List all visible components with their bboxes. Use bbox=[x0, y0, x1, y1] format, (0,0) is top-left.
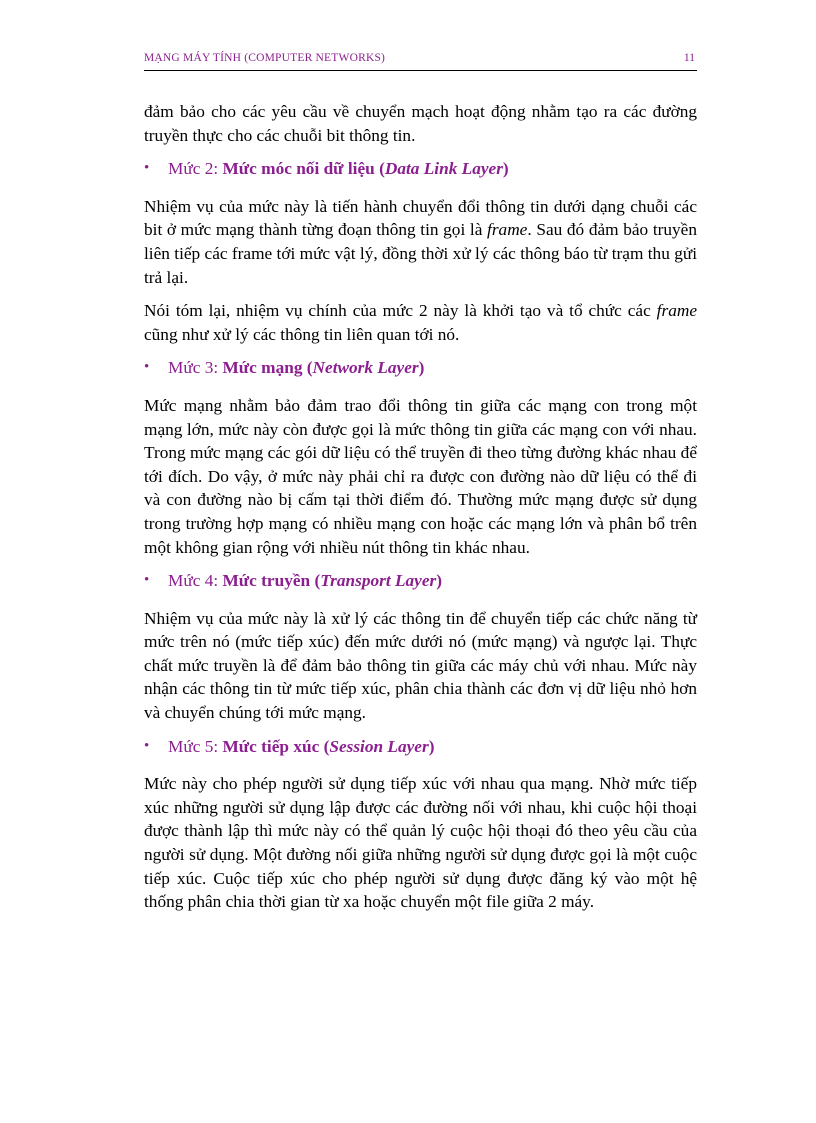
paragraph: Mức này cho phép người sử dụng tiếp xúc với nhau qua mạng. Nhờ mức tiếp xúc những người sử dụng lập được các đường nối với nhau, khi cuộc hội thoại được thành lập thì mức này có thể quản lý cuộc hội thoại đó theo yêu cầu của người sử dụng. Một đường nối giữa những người sử dụng được gọi là một cuộc tiếp xúc. Cuộc tiếp xúc cho phép người sử dụng được đăng ký vào một hệ thống phân chia thời gian từ xa hoặc chuyển một file giữa 2 máy. bbox=[144, 774, 697, 912]
page-header bbox=[144, 50, 697, 71]
heading-close: ) bbox=[428, 736, 435, 756]
text-run: cũng như xử lý các thông tin liên quan tới nó. bbox=[144, 324, 460, 344]
page-number: 11 bbox=[683, 52, 695, 64]
bullet-icon: • bbox=[144, 359, 150, 376]
italic-term: frame bbox=[487, 220, 528, 240]
paragraph bbox=[144, 299, 697, 346]
italic-term: frame bbox=[656, 301, 697, 321]
heading-lead: Mức 3: bbox=[168, 358, 223, 378]
text-run: . Sau đó đảm bảo truyền liên tiếp các frame tới mức vật lý, đồng thời xử lý các thông báo từ trạm thu gửi trả lại. bbox=[144, 220, 697, 287]
heading-lead: Mức 2: bbox=[168, 159, 223, 179]
paragraph: đảm bảo cho các yêu cầu về chuyển mạch hoạt động nhằm tạo ra các đường truyền thực cho các chuỗi bit thông tin. bbox=[144, 102, 697, 145]
heading-name: Mức truyền ( bbox=[222, 571, 321, 591]
heading-english: Session Layer bbox=[329, 736, 429, 756]
heading-english: Transport Layer bbox=[320, 571, 437, 591]
running-title: MẠNG MÁY TÍNH (COMPUTER NETWORKS) bbox=[144, 52, 386, 64]
heading-english: Network Layer bbox=[312, 358, 419, 378]
section-heading-level-4 bbox=[144, 569, 697, 593]
heading-english: Data Link Layer bbox=[384, 159, 503, 179]
document-body bbox=[144, 100, 697, 924]
paragraph: Nhiệm vụ của mức này là xử lý các thông tin để chuyển tiếp các chức năng từ mức trên nó (mức tiếp xúc) đến mức dưới nó (mức mạng) và ngược lại. Thực chất mức truyền là để đảm bảo thông tin giữa các máy chủ với nhau. Mức này nhận các thông tin từ mức tiếp xúc, phân chia thành các đơn vị dữ liệu nhỏ hơn và chuyển chúng tới mức mạng. bbox=[144, 608, 697, 723]
heading-close: ) bbox=[418, 358, 425, 378]
heading-close: ) bbox=[436, 571, 442, 591]
section-heading-level-3 bbox=[144, 356, 697, 380]
heading-lead: Mức 5: bbox=[168, 736, 223, 756]
bullet-icon: • bbox=[144, 160, 150, 177]
bullet-icon: • bbox=[144, 737, 150, 754]
text-run: Nhiệm vụ của mức này là tiến hành chuyển đổi thông tin dưới dạng chuỗi các bit ở mức mạng thành từng đoạn thông tin gọi là bbox=[144, 196, 697, 240]
heading-name: Mức móc nối dữ liệu ( bbox=[222, 159, 385, 179]
text-run: Nói tóm lại, nhiệm vụ chính của mức 2 này là khởi tạo và tổ chức các bbox=[144, 301, 657, 321]
heading-name: Mức tiếp xúc ( bbox=[222, 736, 330, 756]
section-heading-level-5 bbox=[144, 735, 697, 759]
heading-lead: Mức 4: bbox=[168, 571, 223, 591]
paragraph bbox=[144, 195, 697, 289]
bullet-icon: • bbox=[144, 572, 150, 589]
section-heading-level-2 bbox=[144, 157, 697, 181]
paragraph: Mức mạng nhằm bảo đảm trao đổi thông tin giữa các mạng con trong một mạng lớn, mức này còn được gọi là mức thông tin giữa các mạng con với nhau. Trong mức mạng các gói dữ liệu có thể truyền đi theo từng đường khác nhau để tới đích. Do vậy, ở mức này phải chỉ ra được con đường nào dữ liệu có thể đi và con đường nào bị cấm tại thời điểm đó. Thường mức mạng được sử dụng trong trường hợp mạng có nhiều mạng con hoặc các mạng lớn và phân bổ trên một không gian rộng với nhiều nút thông tin khác nhau. bbox=[144, 395, 697, 557]
heading-close: ) bbox=[502, 159, 509, 179]
heading-name: Mức mạng ( bbox=[222, 358, 313, 378]
